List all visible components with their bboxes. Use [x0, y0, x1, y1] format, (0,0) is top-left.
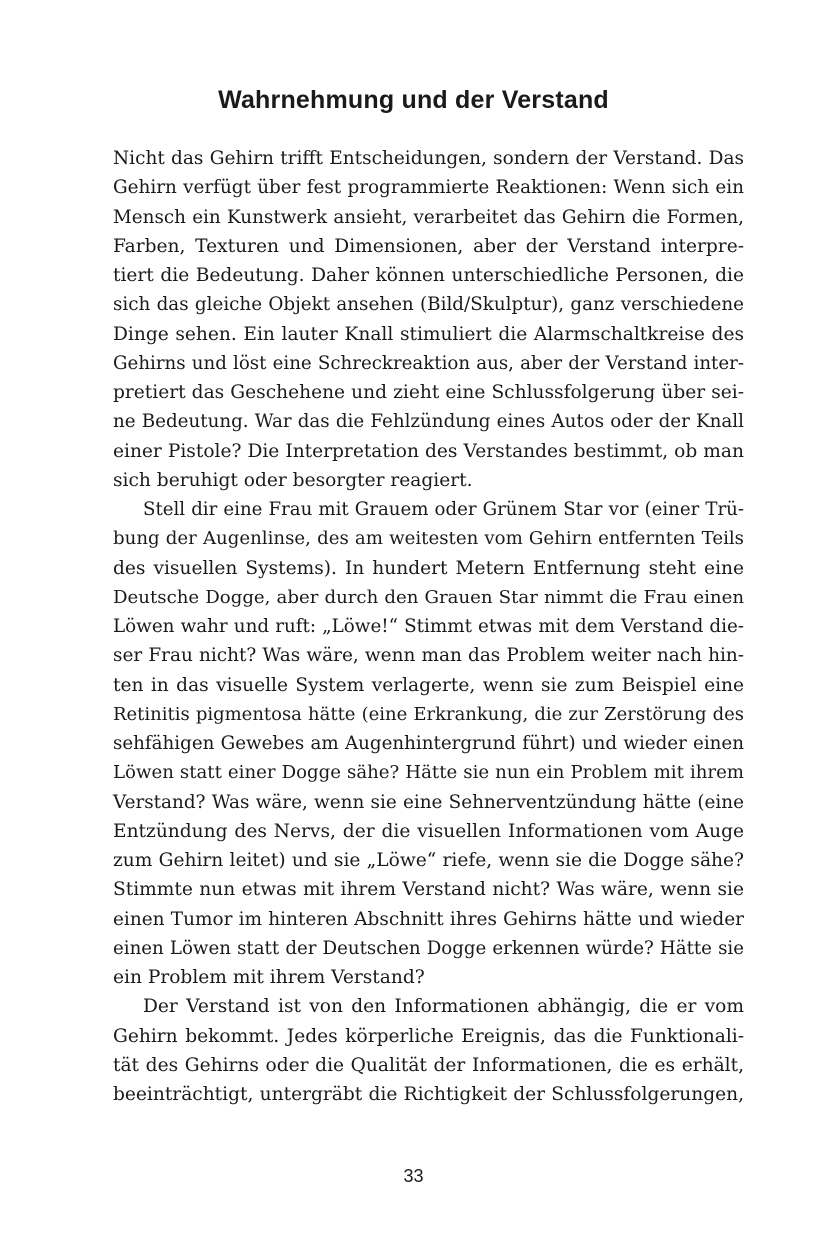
text-line: Löwen statt einer Dogge sähe? Hätte sie nun ein Problem mit ihrem — [113, 762, 744, 784]
text-line: ein Problem mit ihrem Verstand? — [113, 967, 425, 988]
text-line: Dinge sehen. Ein lauter Knall stimuliert die Alarmschaltkreise des — [113, 323, 744, 345]
text-line: Deutsche Dogge, aber durch den Grauen Star nimmt die Frau einen — [113, 586, 744, 608]
text-line: sich das gleiche Objekt ansehen (Bild/Skulptur), ganz verschiedene — [113, 294, 744, 316]
text-line: tät des Gehirns oder die Qualität der Informationen, die es erhält, — [113, 1054, 744, 1076]
body-text — [113, 144, 744, 1109]
text-line: Nicht das Gehirn trifft Entscheidungen, sondern der Verstand. Das — [113, 148, 744, 169]
text-line: Gehirn verfügt über fest programmierte Reaktionen: Wenn sich ein — [113, 177, 744, 199]
text-line: sich beruhigt oder besorgter reagiert. — [113, 469, 473, 491]
text-line: sehfähigen Gewebes am Augenhintergrund führt) und wieder einen — [113, 733, 744, 754]
text-line: bung der Augenlinse, des am weitesten vom Gehirn entfernten Teils — [113, 528, 744, 550]
text-line: ne Bedeutung. War das die Fehlzündung eines Autos oder der Knall — [113, 411, 744, 433]
text-line: Farben, Texturen und Dimensionen, aber der Verstand interpre- — [113, 235, 744, 257]
paragraph — [113, 992, 744, 1109]
text-line: ten in das visuelle System verlagerte, wenn sie zum Beispiel eine — [113, 674, 744, 696]
paragraph — [113, 495, 744, 992]
text-line: Stimmte nun etwas mit ihrem Verstand nicht? Was wäre, wenn sie — [113, 879, 744, 901]
page-number: 33 — [403, 1166, 424, 1186]
text-line: Verstand? Was wäre, wenn sie eine Sehnerventzündung hätte (eine — [113, 791, 744, 813]
text-line: einen Löwen statt der Deutschen Dogge erkennen würde? Hätte sie — [113, 937, 744, 959]
text-line: Löwen wahr und ruft: „Löwe!“ Stimmt etwas mit dem Verstand die- — [113, 616, 744, 637]
text-line: tiert die Bedeutung. Daher können unterschiedliche Personen, die — [113, 265, 744, 286]
text-line: einer Pistole? Die Interpretation des Verstandes bestimmt, ob man — [113, 440, 744, 462]
paragraph — [113, 144, 744, 495]
text-line: Gehirns und löst eine Schreckreaktion aus, aber der Verstand inter- — [113, 352, 744, 374]
text-line: beeinträchtigt, untergräbt die Richtigkeit der Schlussfolgerungen, — [113, 1084, 744, 1105]
text-line: Retinitis pigmentosa hätte (eine Erkrankung, die zur Zerstörung des — [113, 703, 744, 725]
chapter-title: Wahrnehmung und der Verstand — [218, 86, 609, 114]
text-line: zum Gehirn leitet) und sie „Löwe“ riefe, wenn sie die Dogge sähe? — [113, 850, 744, 871]
text-line: Mensch ein Kunstwerk ansieht, verarbeitet das Gehirn die Formen, — [113, 206, 744, 228]
text-line: pretiert das Geschehene und zieht eine Schlussfolgerung über sei- — [113, 382, 744, 403]
text-line: Stell dir eine Frau mit Grauem oder Grünem Star vor (einer Trü- — [143, 499, 744, 520]
text-line: einen Tumor im hinteren Abschnitt ihres Gehirns hätte und wieder — [113, 908, 744, 930]
text-line: des visuellen Systems). In hundert Metern Entfernung steht eine — [113, 557, 744, 579]
text-line: Gehirn bekommt. Jedes körperliche Ereignis, das die Funktionali- — [113, 1025, 744, 1047]
text-line: ser Frau nicht? Was wäre, wenn man das Problem weiter nach hin- — [113, 645, 744, 667]
text-line: Der Verstand ist von den Informationen abhängig, die er vom — [143, 996, 744, 1018]
text-line: Entzündung des Nervs, der die visuellen Informationen vom Auge — [113, 820, 744, 842]
